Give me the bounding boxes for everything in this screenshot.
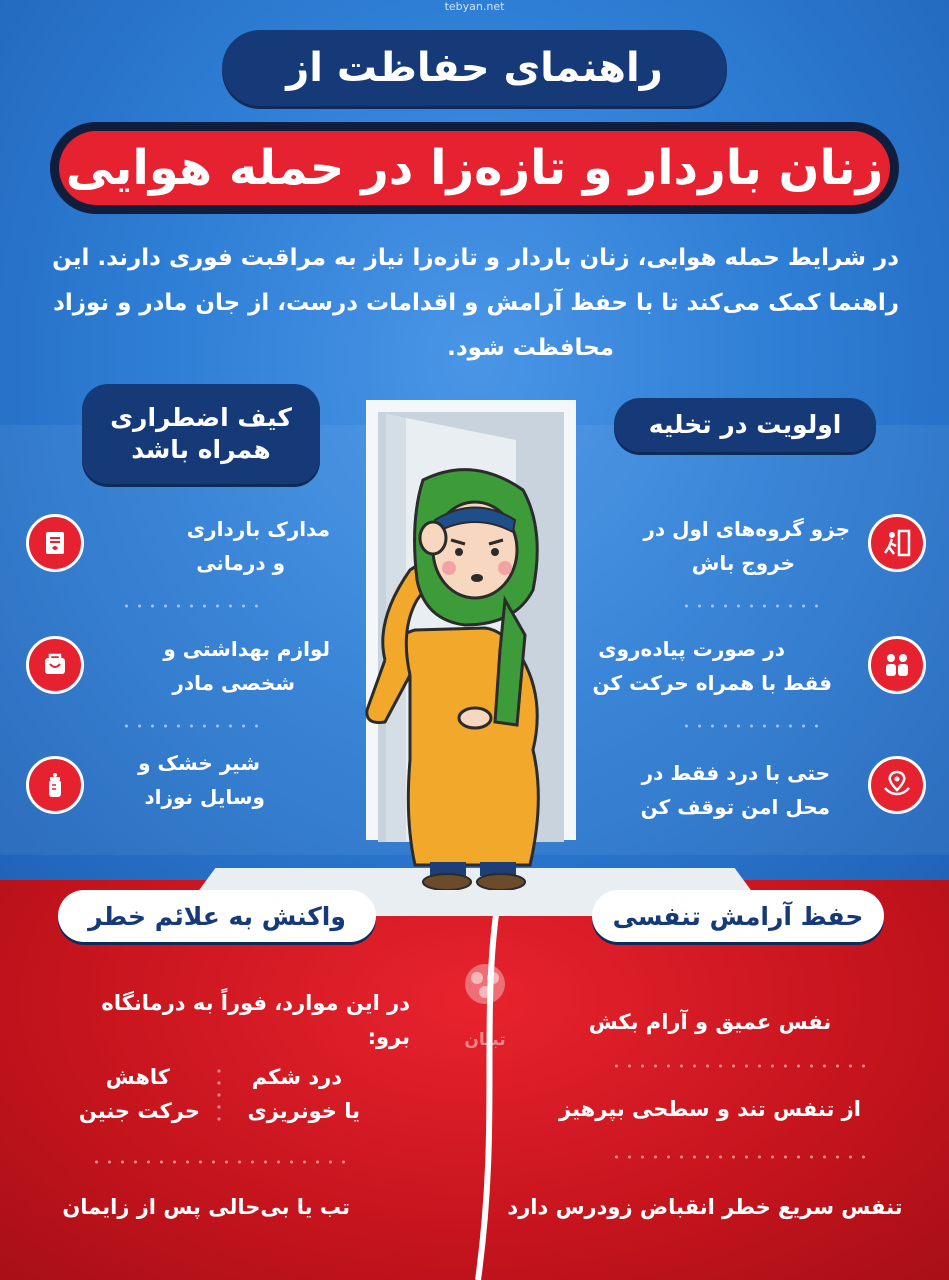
intro-line-2: راهنما کمک می‌کند تا با حفظ آرامش و اقدامات درست، از جان مادر و نوزاد: [53, 290, 899, 316]
bag-item-3: [110, 746, 330, 814]
baby-bottle-icon: [26, 756, 84, 814]
danger-sign-col-left-line-1: کاهش: [105, 1065, 170, 1089]
site-url: tebyan.net: [444, 0, 505, 13]
emergency-bag-heading-line-1: کیف اضطراری: [110, 403, 292, 432]
danger-sign-fever: تب یا بی‌حالی پس از زایمان: [62, 1195, 350, 1219]
danger-sign-col-left-line-2: حرکت جنین: [78, 1099, 200, 1123]
dots-divider: [120, 724, 260, 728]
dots-divider: [610, 1155, 870, 1159]
breathing-item-2: از تنفس تند و سطحی بپرهیز: [559, 1097, 861, 1121]
bag-item-1-line-1: مدارک بارداری: [186, 517, 330, 541]
evacuation-item-3-line-1: حتی با درد فقط در: [641, 761, 830, 785]
title-line-2-box: [50, 122, 899, 214]
dots-divider: [90, 1160, 350, 1164]
danger-signs-subheading: در این موارد، فوراً به درمانگاه برو:: [101, 991, 410, 1049]
breathing-item-3: تنفس سریع خطر انقباض زودرس دارد: [507, 1195, 903, 1219]
emergency-bag-heading: [82, 384, 320, 484]
danger-sign-abdominal-pain: [230, 1060, 360, 1128]
tebyan-logo-text: تبیان: [464, 1030, 506, 1050]
intro-line-1: در شرایط حمله هوایی، زنان باردار و تازه‌زا نیاز به مراقبت فوری دارند. این: [52, 245, 899, 271]
safe-location-icon: [868, 756, 926, 814]
dots-divider-vertical: [217, 1065, 221, 1125]
title-line-1: راهنمای حفاظت از: [222, 30, 727, 106]
exit-icon: [868, 514, 926, 572]
evacuation-item-3-line-2: محل امن توقف کن: [640, 795, 830, 819]
danger-sign-fetal-movement: [60, 1060, 200, 1128]
bag-item-1: [110, 512, 330, 580]
evacuation-item-2: [560, 632, 850, 700]
evacuation-item-3: [560, 756, 850, 824]
intro-line-3: محافظت شود.: [447, 335, 614, 361]
dots-divider: [680, 604, 820, 608]
evacuation-heading: اولویت در تخلیه: [614, 398, 876, 452]
bag-item-3-line-2: وسایل نوزاد: [144, 785, 265, 809]
bag-item-2: [110, 632, 330, 700]
danger-sign-col-right-line-2: یا خونریزی: [247, 1099, 360, 1123]
bag-icon: [26, 636, 84, 694]
companions-icon: [868, 636, 926, 694]
pregnant-woman-illustration: [355, 460, 555, 890]
dots-divider: [120, 604, 260, 608]
bag-item-2-line-1: لوازم بهداشتی و: [163, 637, 330, 661]
evacuation-item-2-line-2: فقط با همراه حرکت کن: [592, 671, 832, 695]
divider-stripe: [470, 900, 510, 1280]
danger-sign-col-right-line-1: درد شکم: [251, 1065, 342, 1089]
dots-divider: [610, 1064, 870, 1068]
evacuation-item-1: [560, 512, 850, 580]
evacuation-item-1-line-1: جزو گروه‌های اول در: [643, 517, 850, 541]
breathing-heading: حفظ آرامش تنفسی: [592, 890, 884, 942]
dots-divider: [680, 724, 820, 728]
bag-item-2-line-2: شخصی مادر: [172, 671, 295, 695]
medical-documents-icon: [26, 514, 84, 572]
intro-text: [50, 236, 899, 371]
bag-item-3-line-1: شیر خشک و: [138, 751, 260, 775]
evacuation-item-1-line-2: خروج باش: [691, 551, 795, 575]
title-line-2: زنان باردار و تازه‌زا در حمله هوایی: [59, 131, 890, 205]
evacuation-item-2-line-1: در صورت پیاده‌روی: [598, 637, 785, 661]
danger-signs-heading: واکنش به علائم خطر: [58, 890, 376, 942]
breathing-item-1: نفس عمیق و آرام بکش: [588, 1010, 832, 1034]
emergency-bag-heading-line-2: همراه باشد: [131, 435, 271, 464]
bag-item-1-line-2: و درمانی: [196, 551, 285, 575]
